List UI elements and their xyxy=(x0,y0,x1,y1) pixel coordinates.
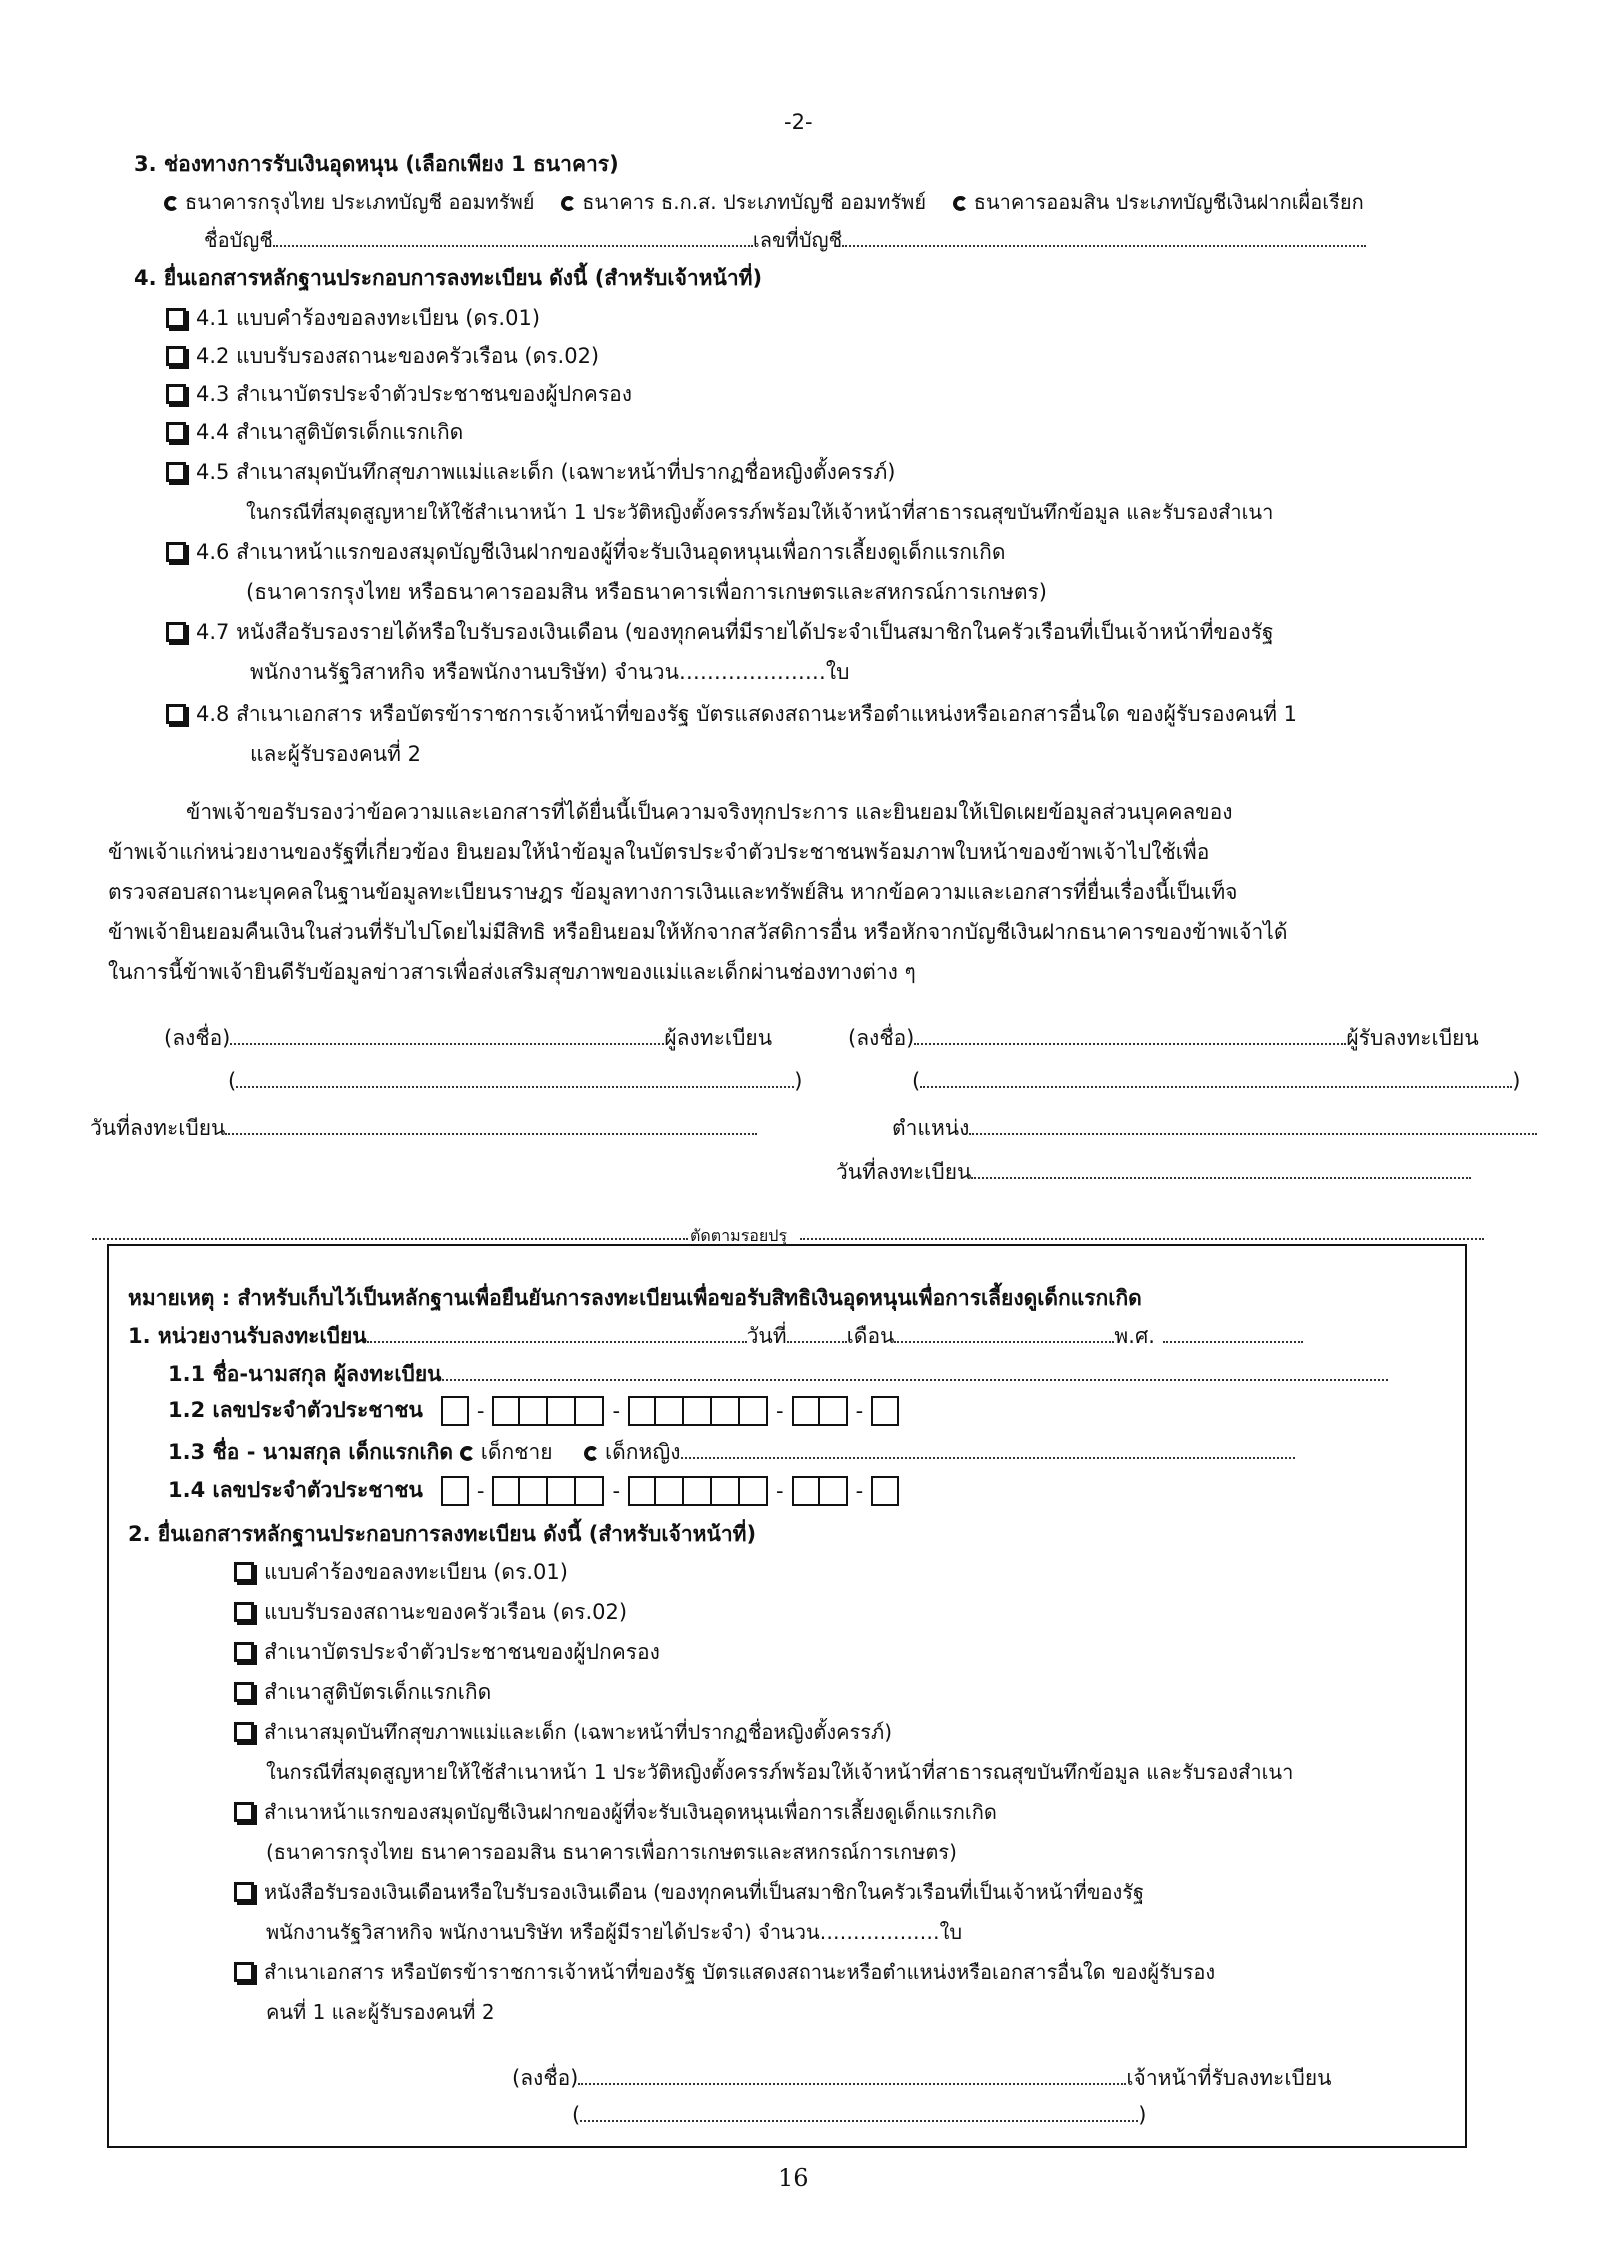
declaration-line: ตรวจสอบสถานะบุคคลในฐานข้อมูลทะเบียนราษฎร ข้อมูลทางการเงินและทรัพย์สิน หากข้อความและเอกสารที่ยื่นเรื่องนี้เป็นเท็จ xyxy=(108,880,1238,904)
id-digit-box[interactable] xyxy=(441,1396,469,1426)
id-digit-box[interactable] xyxy=(628,1476,656,1506)
bank-option-ktb: ธนาคารกรุงไทย ประเภทบัญชี ออมทรัพย์ xyxy=(185,190,535,214)
id-digit-box[interactable] xyxy=(792,1396,820,1426)
doc-item xyxy=(166,340,599,373)
declaration-line: ข้าพเจ้ายินยอมคืนเงินในส่วนที่รับไปโดยไม่มีสิทธิ หรือยินยอมให้หักจากสวัสดิการอื่น หรือหักจากบัญชีเงินฝากธนาคารของข้าพเจ้าได้ xyxy=(108,920,1288,944)
account-no-label: เลขที่บัญชี xyxy=(752,228,843,252)
doc-item-text: 4.8 สำเนาเอกสาร หรือบัตรข้าราชการเจ้าหน้าที่ของรัฐ บัตรแสดงสถานะหรือตำแหน่งหรือเอกสารอื่นใด ของผู้รับรองคนที่ 1 xyxy=(196,702,1298,726)
id-digit-box[interactable] xyxy=(712,1476,740,1506)
id-group-5 xyxy=(871,1476,899,1506)
reg-date-label: วันที่ลงทะเบียน xyxy=(90,1116,226,1140)
id-digit-box[interactable] xyxy=(656,1476,684,1506)
id-label: 1.2 เลขประจำตัวประชาชน xyxy=(168,1398,423,1422)
child-name-input[interactable] xyxy=(681,1437,1295,1459)
id-digit-box[interactable] xyxy=(520,1396,548,1426)
note-doc-checkbox[interactable] xyxy=(234,1562,254,1582)
note-doc-cont: คนที่ 1 และผู้รับรองคนที่ 2 xyxy=(266,2000,495,2024)
doc-item xyxy=(166,416,463,449)
registrant-label: ผู้ลงทะเบียน xyxy=(664,1026,773,1050)
note-doc-cont: (ธนาคารกรุงไทย ธนาคารออมสิน ธนาคารเพื่อการเกษตรและสหกรณ์การเกษตร) xyxy=(266,1840,957,1864)
registrant-name-field[interactable] xyxy=(236,1066,794,1088)
note-doc-item xyxy=(234,1636,660,1669)
note-doc-text: หนังสือรับรองเงินเดือนหรือใบรับรองเงินเดือน (ของทุกคนที่เป็นสมาชิกในครัวเรือนที่เป็นเจ้าหน้าที่ของรัฐ xyxy=(264,1880,1145,1904)
registrant-name-input[interactable] xyxy=(442,1359,1388,1381)
id-digit-box[interactable] xyxy=(871,1476,899,1506)
child-id-line: 1.4 เลขประจำตัวประชาชน - - - - xyxy=(168,1474,899,1507)
id-group-4 xyxy=(792,1396,848,1426)
account-line xyxy=(204,224,1366,256)
receiver-position xyxy=(892,1112,1537,1145)
doc-item-text: 4.6 สำเนาหน้าแรกของสมุดบัญชีเงินฝากของผู้ที่จะรับเงินอุดหนุนเพื่อการเลี้ยงดูเด็กแรกเกิด xyxy=(196,540,1006,564)
close-paren: ) xyxy=(1138,2103,1147,2127)
id-group-1 xyxy=(441,1396,469,1426)
bank-options xyxy=(164,186,1364,218)
radio-ktb[interactable] xyxy=(164,196,179,211)
note-unit-line xyxy=(128,1320,1303,1353)
page-number: 16 xyxy=(778,2164,809,2192)
month-field[interactable] xyxy=(894,1321,1114,1343)
id-digit-box[interactable] xyxy=(576,1476,604,1506)
cut-label: ตัดตามรอยปรุ xyxy=(690,1226,788,1245)
sign-label: (ลงชื่อ) xyxy=(848,1026,915,1050)
doc-item-text: 4.1 แบบคำร้องขอลงทะเบียน (ดร.01) xyxy=(196,306,541,330)
receiver-signature xyxy=(848,1022,1479,1055)
note-doc-checkbox[interactable] xyxy=(234,1682,254,1702)
receiver-name-field[interactable] xyxy=(920,1066,1512,1088)
account-name-label: ชื่อบัญชี xyxy=(204,228,273,252)
note-doc-text: แบบรับรองสถานะของครัวเรือน (ดร.02) xyxy=(264,1600,628,1624)
note-doc-checkbox[interactable] xyxy=(234,1602,254,1622)
note-doc-checkbox[interactable] xyxy=(234,1722,254,1742)
name-label: 1.1 ชื่อ-นามสกุล ผู้ลงทะเบียน xyxy=(168,1362,442,1386)
unit-field[interactable] xyxy=(367,1321,747,1343)
id-digit-box[interactable] xyxy=(820,1396,848,1426)
year-field[interactable] xyxy=(1163,1321,1303,1343)
note-doc-checkbox[interactable] xyxy=(234,1962,254,1982)
id-digit-box[interactable] xyxy=(792,1476,820,1506)
registrant-date xyxy=(90,1112,757,1145)
doc-item xyxy=(166,536,1006,569)
note-docs-title: 2. ยื่นเอกสารหลักฐานประกอบการลงทะเบียน ดังนี้ (สำหรับเจ้าหน้าที่) xyxy=(128,1522,757,1546)
note-title: หมายเหตุ : สำหรับเก็บไว้เป็นหลักฐานเพื่อยืนยันการลงทะเบียนเพื่อขอรับสิทธิเงินอุดหนุนเพื่อการเลี้ยงดูเด็กแรกเกิด xyxy=(128,1286,1142,1310)
position-field[interactable] xyxy=(969,1113,1537,1135)
note-doc-cont: ในกรณีที่สมุดสูญหายให้ใช้สำเนาหน้า 1 ประวัติหญิงตั้งครรภ์พร้อมให้เจ้าหน้าที่สาธารณสุขบันทึกข้อมูล และรับรองสำเนา xyxy=(266,1760,1294,1784)
note-doc-checkbox[interactable] xyxy=(234,1802,254,1822)
declaration-line: ข้าพเจ้าขอรับรองว่าข้อความและเอกสารที่ได้ยื่นนี้เป็นความจริงทุกประการ และยินยอมให้เปิดเผยข้อมูลส่วนบุคคลของ xyxy=(186,800,1233,824)
doc-item-text: 4.2 แบบรับรองสถานะของครัวเรือน (ดร.02) xyxy=(196,344,600,368)
registrant-id-line: 1.2 เลขประจำตัวประชาชน - - - - xyxy=(168,1394,899,1427)
registrant-name-line xyxy=(168,1358,1388,1391)
note-doc-item xyxy=(234,1796,997,1828)
id-group-4 xyxy=(792,1476,848,1506)
doc-item-text: 4.4 สำเนาสูติบัตรเด็กแรกเกิด xyxy=(196,420,464,444)
doc-checkbox[interactable] xyxy=(166,346,186,366)
boy-label: เด็กชาย xyxy=(480,1440,553,1464)
doc-item xyxy=(166,456,896,489)
receiver-date-field[interactable] xyxy=(971,1157,1471,1179)
id-digit-box[interactable] xyxy=(740,1396,768,1426)
doc-item xyxy=(166,616,1274,649)
id-digit-box[interactable] xyxy=(548,1396,576,1426)
cut-line-left xyxy=(92,1238,688,1240)
doc-item-text: 4.3 สำเนาบัตรประจำตัวประชาชนของผู้ปกครอง xyxy=(196,382,632,406)
close-paren: ) xyxy=(794,1069,803,1093)
doc-item-text: 4.7 หนังสือรับรองรายได้หรือใบรับรองเงินเดือน (ของทุกคนที่มีรายได้ประจำเป็นสมาชิกในครัวเรือนที่เป็นเจ้าหน้าที่ของรัฐ xyxy=(196,620,1274,644)
reg-date-label: วันที่ลงทะเบียน xyxy=(836,1160,972,1184)
unit-label: 1. หน่วยงานรับลงทะเบียน xyxy=(128,1324,367,1348)
open-paren: ( xyxy=(572,2103,581,2127)
id-digit-box[interactable] xyxy=(441,1476,469,1506)
month-label: เดือน xyxy=(846,1324,895,1348)
receiver-name-paren xyxy=(912,1066,1520,1093)
registrant-name-paren xyxy=(228,1066,802,1093)
id-group-2 xyxy=(492,1476,604,1506)
doc-item xyxy=(166,302,540,335)
account-no-field[interactable] xyxy=(842,225,1366,247)
registrant-signature xyxy=(164,1022,772,1055)
open-paren: ( xyxy=(228,1069,237,1093)
doc-item-text: 4.5 สำเนาสมุดบันทึกสุขภาพแม่และเด็ก (เฉพาะหน้าที่ปรากฏชื่อหญิงตั้งครรภ์) xyxy=(196,460,896,484)
officer-sign-field[interactable] xyxy=(578,2063,1126,2085)
id-digit-box[interactable] xyxy=(548,1476,576,1506)
child-label: 1.3 ชื่อ - นามสกุล เด็กแรกเกิด xyxy=(168,1440,454,1464)
doc-checkbox[interactable] xyxy=(166,308,186,328)
note-doc-item xyxy=(234,1876,1144,1908)
id-group-2 xyxy=(492,1396,604,1426)
section4-title: 4. ยื่นเอกสารหลักฐานประกอบการลงทะเบียน ดังนี้ (สำหรับเจ้าหน้าที่) xyxy=(134,266,763,290)
id-digit-box[interactable] xyxy=(820,1476,848,1506)
receiver-sign-field[interactable] xyxy=(914,1023,1346,1045)
id-digit-box[interactable] xyxy=(871,1396,899,1426)
doc-item-cont: ในกรณีที่สมุดสูญหายให้ใช้สำเนาหน้า 1 ประวัติหญิงตั้งครรภ์พร้อมให้เจ้าหน้าที่สาธารณสุขบันทึกข้อมูล และรับรองสำเนา xyxy=(246,500,1274,524)
note-doc-item xyxy=(234,1676,491,1709)
doc-checkbox[interactable] xyxy=(166,384,186,404)
note-doc-cont: พนักงานรัฐวิสาหกิจ พนักงานบริษัท หรือผู้มีรายได้ประจำ) จำนวน………………ใบ xyxy=(266,1920,963,1944)
note-doc-text: สำเนาหน้าแรกของสมุดบัญชีเงินฝากของผู้ที่จะรับเงินอุดหนุนเพื่อการเลี้ยงดูเด็กแรกเกิด xyxy=(264,1800,997,1824)
page-top-number: -2- xyxy=(784,110,813,134)
officer-name-paren xyxy=(572,2100,1146,2127)
account-name-field[interactable] xyxy=(273,225,753,247)
note-doc-text: สำเนาเอกสาร หรือบัตรข้าราชการเจ้าหน้าที่ของรัฐ บัตรแสดงสถานะหรือตำแหน่งหรือเอกสารอื่นใด ของผู้รับรอง xyxy=(264,1960,1216,1984)
cut-line-right xyxy=(800,1238,1484,1240)
doc-item-cont: และผู้รับรองคนที่ 2 xyxy=(250,742,422,766)
id-digit-box[interactable] xyxy=(740,1476,768,1506)
note-doc-text: สำเนาสูติบัตรเด็กแรกเกิด xyxy=(264,1680,492,1704)
section3-title: 3. ช่องทางการรับเงินอุดหนุน (เลือกเพียง 1 ธนาคาร) xyxy=(134,152,619,176)
receiver-label: ผู้รับลงทะเบียน xyxy=(1346,1026,1479,1050)
doc-item xyxy=(166,698,1297,731)
doc-item-cont: (ธนาคารกรุงไทย หรือธนาคารออมสิน หรือธนาคารเพื่อการเกษตรและสหกรณ์การเกษตร) xyxy=(246,580,1047,604)
id-digit-box[interactable] xyxy=(492,1476,520,1506)
day-label: วันที่ xyxy=(746,1324,787,1348)
officer-label: เจ้าหน้าที่รับลงทะเบียน xyxy=(1126,2066,1332,2090)
id-group-3 xyxy=(628,1396,768,1426)
officer-sign-label: (ลงชื่อ) xyxy=(512,2066,579,2090)
day-field[interactable] xyxy=(787,1321,847,1343)
note-doc-item xyxy=(234,1956,1215,1988)
radio-girl[interactable] xyxy=(584,1446,599,1461)
bank-option-baac: ธนาคาร ธ.ก.ส. ประเภทบัญชี ออมทรัพย์ xyxy=(582,190,927,214)
open-paren: ( xyxy=(912,1069,921,1093)
girl-label: เด็กหญิง xyxy=(604,1440,681,1464)
sign-label: (ลงชื่อ) xyxy=(164,1026,231,1050)
id-label: 1.4 เลขประจำตัวประชาชน xyxy=(168,1478,423,1502)
officer-name-field[interactable] xyxy=(580,2100,1138,2122)
id-digit-box[interactable] xyxy=(628,1396,656,1426)
note-doc-item xyxy=(234,1716,892,1748)
id-digit-box[interactable] xyxy=(576,1396,604,1426)
radio-boy[interactable] xyxy=(460,1446,475,1461)
doc-item-cont: พนักงานรัฐวิสาหกิจ หรือพนักงานบริษัท) จำนวน…………………ใบ xyxy=(250,660,850,684)
close-paren: ) xyxy=(1512,1069,1521,1093)
declaration-line: ข้าพเจ้าแก่หน่วยงานของรัฐที่เกี่ยวข้อง ยินยอมให้นำข้อมูลในบัตรประจำตัวประชาชนพร้อมภาพใบหน้าของข้าพเจ้าไปใช้เพื่อ xyxy=(108,840,1210,864)
year-label: พ.ศ. xyxy=(1114,1324,1155,1348)
doc-checkbox[interactable] xyxy=(166,622,186,642)
doc-checkbox[interactable] xyxy=(166,704,186,724)
note-doc-checkbox[interactable] xyxy=(234,1642,254,1662)
registrant-sign-field[interactable] xyxy=(230,1023,664,1045)
doc-checkbox[interactable] xyxy=(166,422,186,442)
note-doc-text: แบบคำร้องขอลงทะเบียน (ดร.01) xyxy=(264,1560,568,1584)
radio-baac[interactable] xyxy=(561,196,576,211)
officer-signature xyxy=(512,2062,1332,2095)
note-doc-text: สำเนาบัตรประจำตัวประชาชนของผู้ปกครอง xyxy=(264,1640,660,1664)
id-digit-box[interactable] xyxy=(684,1476,712,1506)
doc-checkbox[interactable] xyxy=(166,542,186,562)
doc-item xyxy=(166,378,632,411)
id-group-3 xyxy=(628,1476,768,1506)
child-name-line xyxy=(168,1436,1295,1469)
id-group-1 xyxy=(441,1476,469,1506)
note-doc-checkbox[interactable] xyxy=(234,1882,254,1902)
id-digit-box[interactable] xyxy=(520,1476,548,1506)
id-digit-box[interactable] xyxy=(684,1396,712,1426)
receiver-date xyxy=(836,1156,1471,1189)
registrant-date-field[interactable] xyxy=(225,1113,757,1135)
note-doc-item xyxy=(234,1556,568,1589)
id-group-5 xyxy=(871,1396,899,1426)
note-doc-item xyxy=(234,1596,627,1629)
id-digit-box[interactable] xyxy=(492,1396,520,1426)
note-doc-text: สำเนาสมุดบันทึกสุขภาพแม่และเด็ก (เฉพาะหน้าที่ปรากฏชื่อหญิงตั้งครรภ์) xyxy=(264,1720,893,1744)
position-label: ตำแหน่ง xyxy=(892,1116,970,1140)
id-digit-box[interactable] xyxy=(656,1396,684,1426)
id-digit-box[interactable] xyxy=(712,1396,740,1426)
doc-checkbox[interactable] xyxy=(166,462,186,482)
bank-option-gsb: ธนาคารออมสิน ประเภทบัญชีเงินฝากเผื่อเรียก xyxy=(973,190,1364,214)
radio-gsb[interactable] xyxy=(953,196,968,211)
declaration-line: ในการนี้ข้าพเจ้ายินดีรับข้อมูลข่าวสารเพื่อส่งเสริมสุขภาพของแม่และเด็กผ่านช่องทางต่าง ๆ xyxy=(108,960,916,984)
